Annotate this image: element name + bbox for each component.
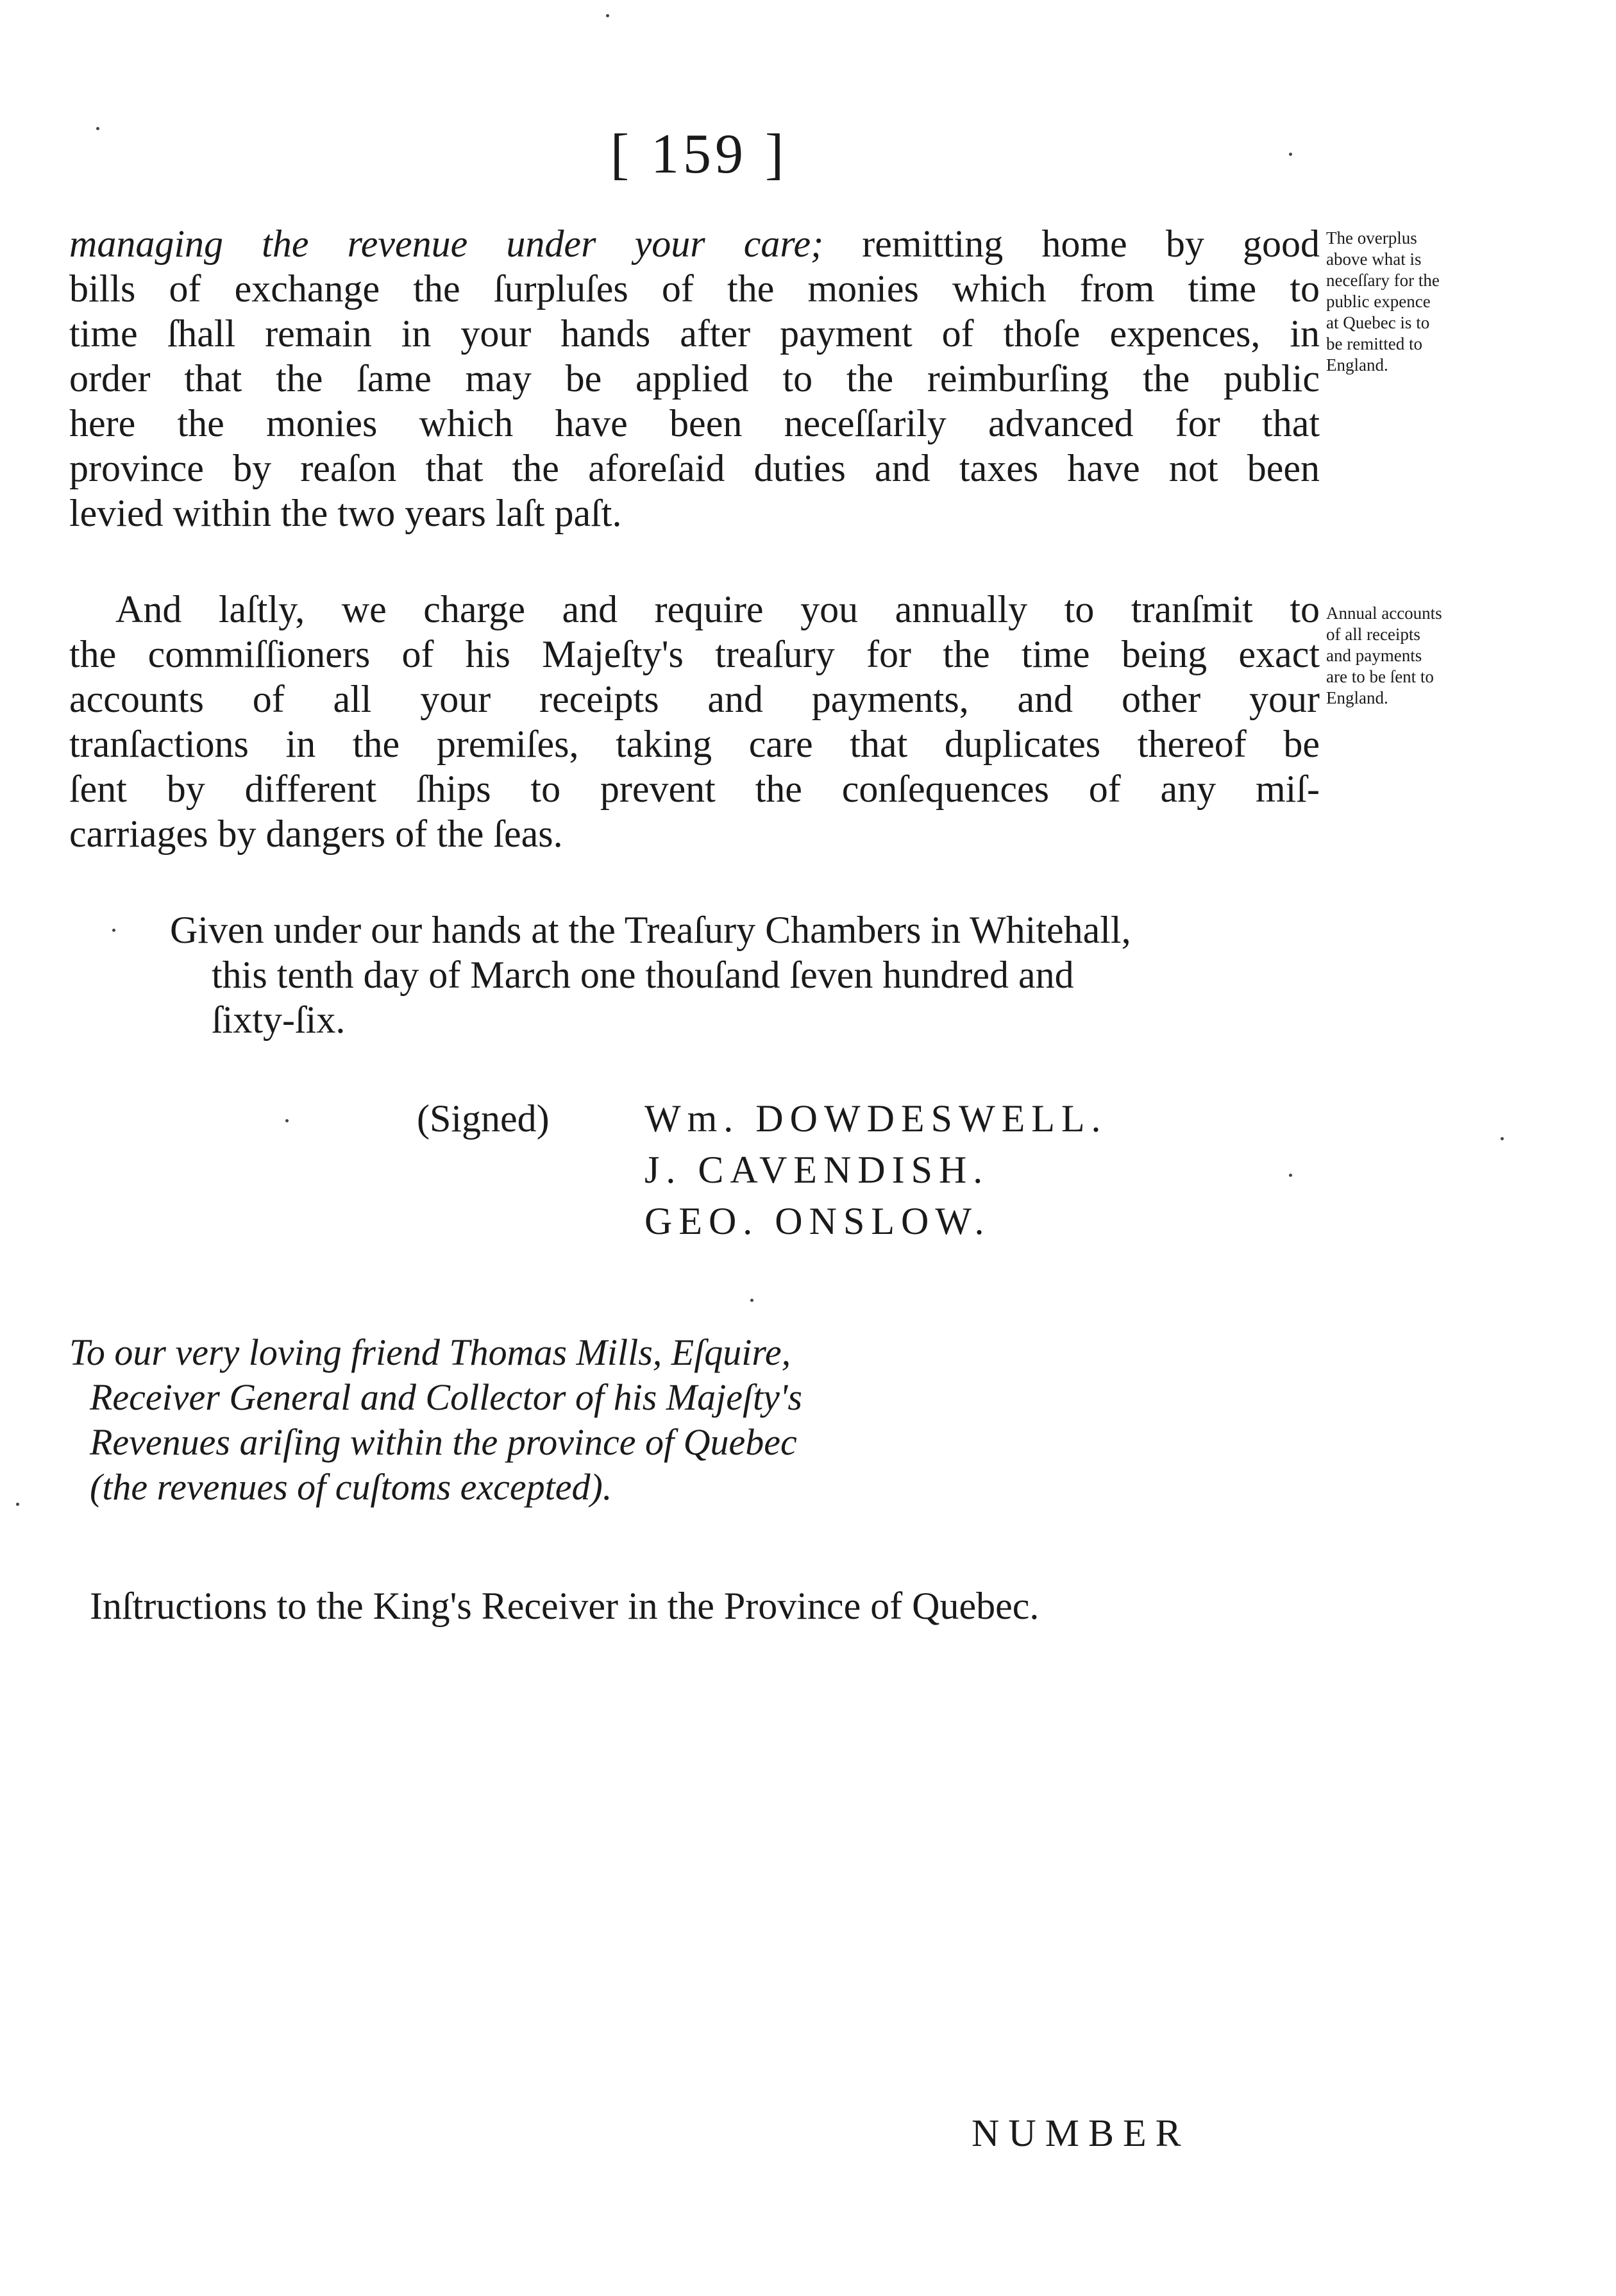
scan-speck [112, 929, 115, 932]
scan-speck [1289, 1174, 1292, 1177]
paragraph-line: here the monies which have been neceſſarily advanced for that [69, 402, 1320, 444]
scan-speck [750, 1299, 753, 1302]
paragraph-line: ſent by different ſhips to prevent the conſequences of any miſ- [69, 768, 1320, 810]
address-line: To our very loving friend Thomas Mills, Eſquire, [69, 1331, 791, 1373]
dating-line: this tenth day of March one thouſand ſeven hundred and [212, 954, 1074, 996]
signature-name: GEO. ONSLOW. [644, 1200, 991, 1242]
paragraph-line: the commiſſioners of his Majeſty's treaſury for the time being exact [69, 633, 1320, 675]
catchword: NUMBER [972, 2112, 1190, 2154]
scan-speck [16, 1503, 19, 1506]
paragraph-line: levied within the two years laſt paſt. [69, 492, 622, 534]
paragraph-line: tranſactions in the premiſes, taking care that duplicates thereof be [69, 723, 1320, 765]
scan-speck [96, 127, 99, 130]
signature-name: J. CAVENDISH. [644, 1149, 989, 1191]
address-line: Revenues ariſing within the province of Quebec [90, 1421, 797, 1463]
paragraph-line: province by reaſon that the aforeſaid duties and taxes have not been [69, 447, 1320, 489]
scan-speck [285, 1119, 289, 1122]
signature-name: Wm. DOWDESWELL. [644, 1097, 1107, 1140]
margin-note-surplus: The overplus above what is neceſſary for the public expence at Quebec is to be remitted to England. [1326, 228, 1440, 375]
signed-label: (Signed) [417, 1097, 550, 1140]
page-number: [ 159 ] [610, 123, 788, 185]
paragraph-line: carriages by dangers of the ſeas. [69, 813, 563, 855]
scan-speck [1289, 153, 1292, 156]
dating-line: Given under our hands at the Treaſury Chambers in Whitehall, [170, 909, 1131, 951]
instructions-heading: Inſtructions to the King's Receiver in the Province of Quebec. [90, 1585, 1039, 1627]
scan-speck [1501, 1137, 1504, 1140]
address-line: (the revenues of cuſtoms excepted). [90, 1466, 612, 1508]
paragraph-line: bills of exchange the ſurpluſes of the monies which from time to [69, 267, 1320, 310]
italic-phrase: managing the revenue under your care; [69, 223, 824, 265]
address-line: Receiver General and Collector of his Majeſty's [90, 1376, 802, 1418]
paragraph-line: order that the ſame may be applied to the reimburſing the public [69, 357, 1320, 400]
paragraph-line: time ſhall remain in your hands after payment of thoſe expences, in [69, 312, 1320, 355]
dating-line: ſixty-ſix. [212, 999, 346, 1041]
margin-note-accounts: Annual accounts of all receipts and payments are to be ſent to England. [1326, 604, 1442, 707]
paragraph-line [69, 221, 1320, 266]
line-text: remitting home by good [823, 223, 1320, 265]
scan-speck [606, 14, 609, 17]
paragraph-line: accounts of all your receipts and payments, and other your [69, 678, 1320, 720]
paragraph-line: And laſtly, we charge and require you annually to tranſmit to [115, 588, 1320, 630]
